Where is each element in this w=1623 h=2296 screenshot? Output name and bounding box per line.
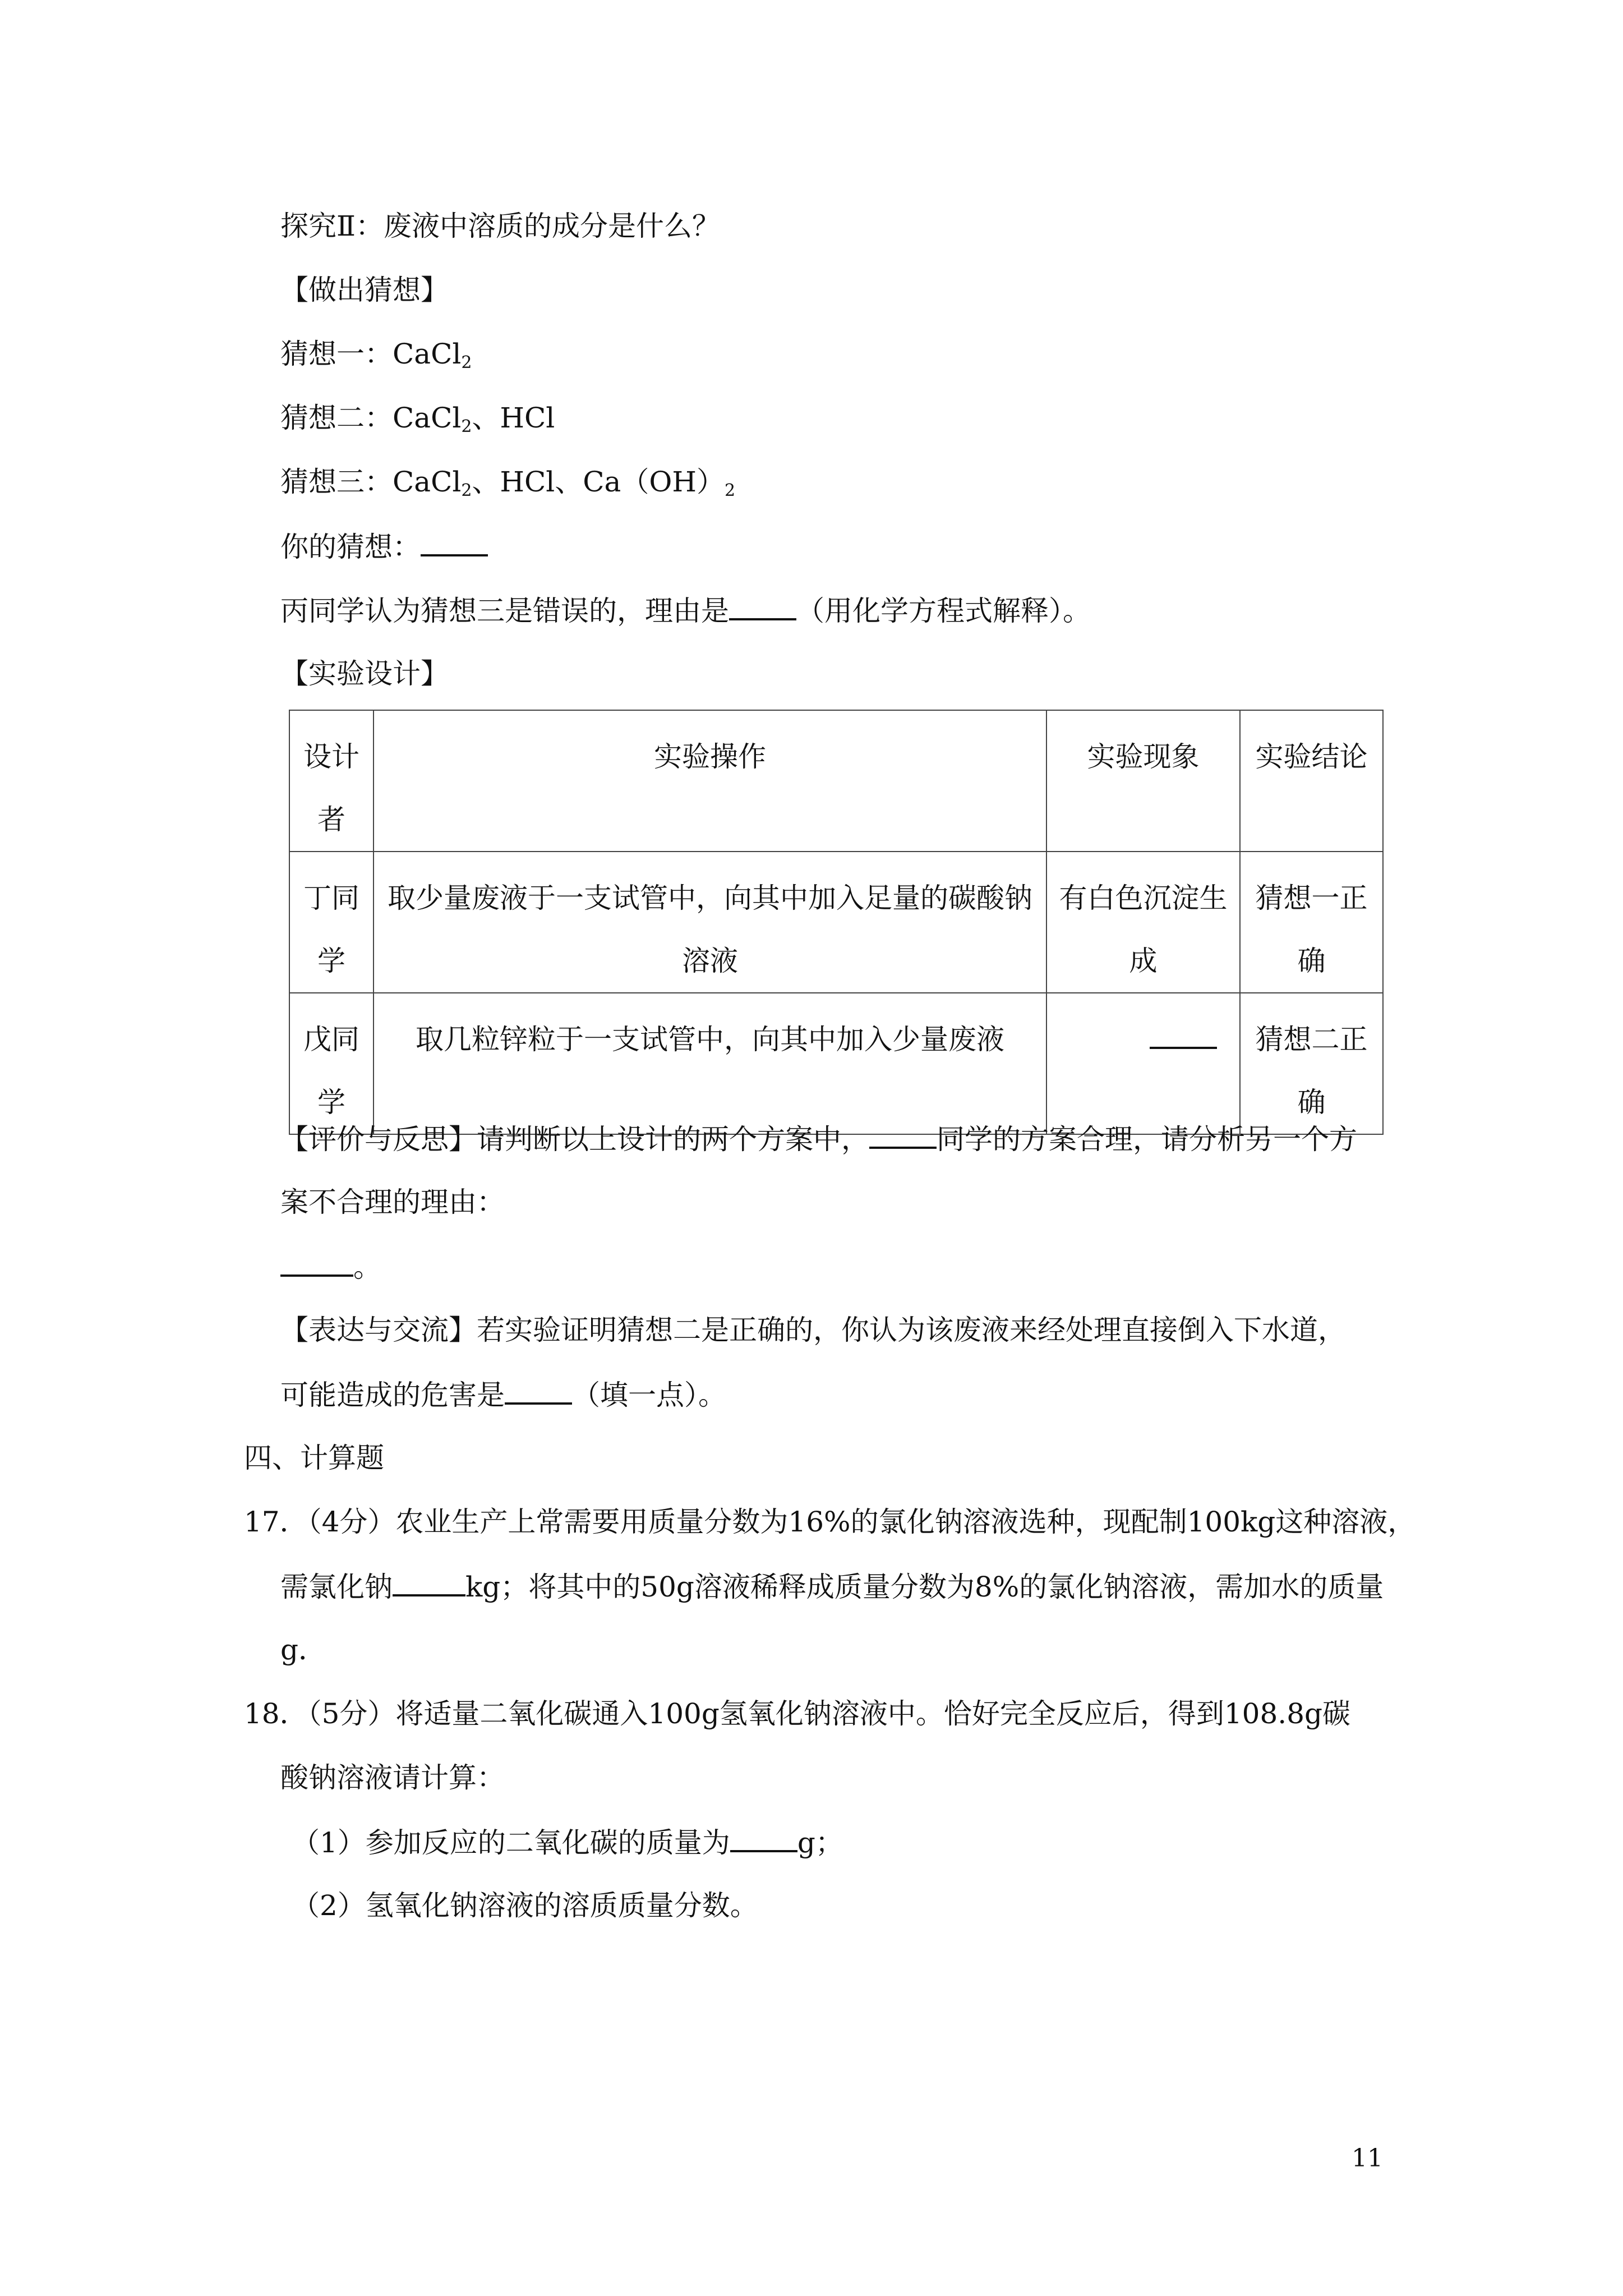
section-title-calculation: 四、计算题 bbox=[244, 1442, 384, 1474]
section-heading: 探究Ⅱ：废液中溶质的成分是什么？ bbox=[280, 210, 720, 242]
table-row bbox=[289, 993, 1383, 1134]
reflection-line-2: 案不合理的理由： bbox=[280, 1186, 505, 1218]
cell-operation: 取几粒锌粒于一支试管中，向其中加入少量废液 bbox=[374, 993, 1046, 1134]
question-17-line-3: g． bbox=[280, 1634, 327, 1666]
cell-conclusion: 猜想一正确 bbox=[1240, 852, 1383, 993]
table-header-row bbox=[289, 710, 1383, 852]
reflection-line: 【评价与反思】请判断以上设计的两个方案中， 同学的方案合理，请分析另一个方 bbox=[280, 1121, 1357, 1157]
experiment-table bbox=[289, 710, 1384, 1135]
answer-blank[interactable] bbox=[730, 1824, 797, 1852]
answer-blank[interactable] bbox=[1150, 1021, 1217, 1049]
question-18-line-2: 酸钠溶液请计算： bbox=[280, 1761, 505, 1794]
answer-blank[interactable] bbox=[505, 1377, 572, 1405]
answer-blank[interactable] bbox=[393, 1568, 465, 1596]
exchange-line: 【表达与交流】若实验证明猜想二是正确的，你认为该废液来经处理直接倒入下水道， bbox=[280, 1314, 1346, 1346]
hypothesis-1: 猜想一：CaCl$_2$ bbox=[280, 338, 472, 372]
cell-phenomenon bbox=[1046, 993, 1240, 1134]
hypothesis-1-label: 猜想一： bbox=[280, 338, 393, 370]
reflection-answer: 。 bbox=[280, 1249, 381, 1285]
question-17-line-2: 需氯化钠 kg；将其中的50g溶液稀释成质量分数为8%的氯化钠溶液，需加水的质量 bbox=[280, 1568, 1384, 1604]
cell-operation: 取少量废液于一支试管中，向其中加入足量的碳酸钠溶液 bbox=[374, 852, 1046, 993]
question-18: 18．（5分）将适量二氧化碳通入100g氢氧化钠溶液中。恰好完全反应后，得到108.8g碳 bbox=[244, 1697, 1351, 1730]
hypothesis-heading: 【做出猜想】 bbox=[280, 274, 449, 306]
question-17: 17．（4分）农业生产上常需要用质量分数为16%的氯化钠溶液选种，现配制100kg这种溶液， bbox=[244, 1506, 1416, 1538]
question-18-part-1: （1）参加反应的二氧化碳的质量为 g； bbox=[292, 1824, 843, 1860]
cell-designer: 丁同学 bbox=[289, 852, 374, 993]
header-conclusion: 实验结论 bbox=[1240, 710, 1383, 852]
cell-phenomenon: 有白色沉淀生成 bbox=[1046, 852, 1240, 993]
answer-blank[interactable] bbox=[869, 1121, 937, 1149]
hypothesis-2-label: 猜想二： bbox=[280, 402, 393, 434]
header-designer: 设计者 bbox=[289, 710, 374, 852]
reason-line: 丙同学认为猜想三是错误的，理由是 （用化学方程式解释）。 bbox=[280, 592, 1091, 628]
header-phenomenon: 实验现象 bbox=[1046, 710, 1240, 852]
table-row bbox=[289, 852, 1383, 993]
your-hypothesis: 你的猜想： bbox=[280, 528, 488, 564]
cell-conclusion: 猜想二正确 bbox=[1240, 993, 1383, 1134]
formula-cacl2: CaCl bbox=[393, 338, 462, 370]
exchange-line-2: 可能造成的危害是 （填一点）。 bbox=[280, 1377, 726, 1412]
answer-blank[interactable] bbox=[280, 1249, 353, 1277]
experiment-heading: 【实验设计】 bbox=[280, 657, 449, 690]
hypothesis-3: 猜想三：CaCl$_2$、HCl、$Ca(OH)_2$ bbox=[280, 466, 736, 500]
page-number: 11 bbox=[1352, 2144, 1383, 2173]
header-operation: 实验操作 bbox=[374, 710, 1046, 852]
answer-blank[interactable] bbox=[729, 592, 796, 620]
hypothesis-2: 猜想二：CaCl$_2$、HCl bbox=[280, 402, 555, 436]
cell-designer: 戊同学 bbox=[289, 993, 374, 1134]
question-18-part-2: （2）氢氧化钠溶液的溶质质量分数。 bbox=[292, 1889, 758, 1922]
answer-blank[interactable] bbox=[421, 528, 488, 556]
hypothesis-3-label: 猜想三： bbox=[280, 466, 393, 498]
